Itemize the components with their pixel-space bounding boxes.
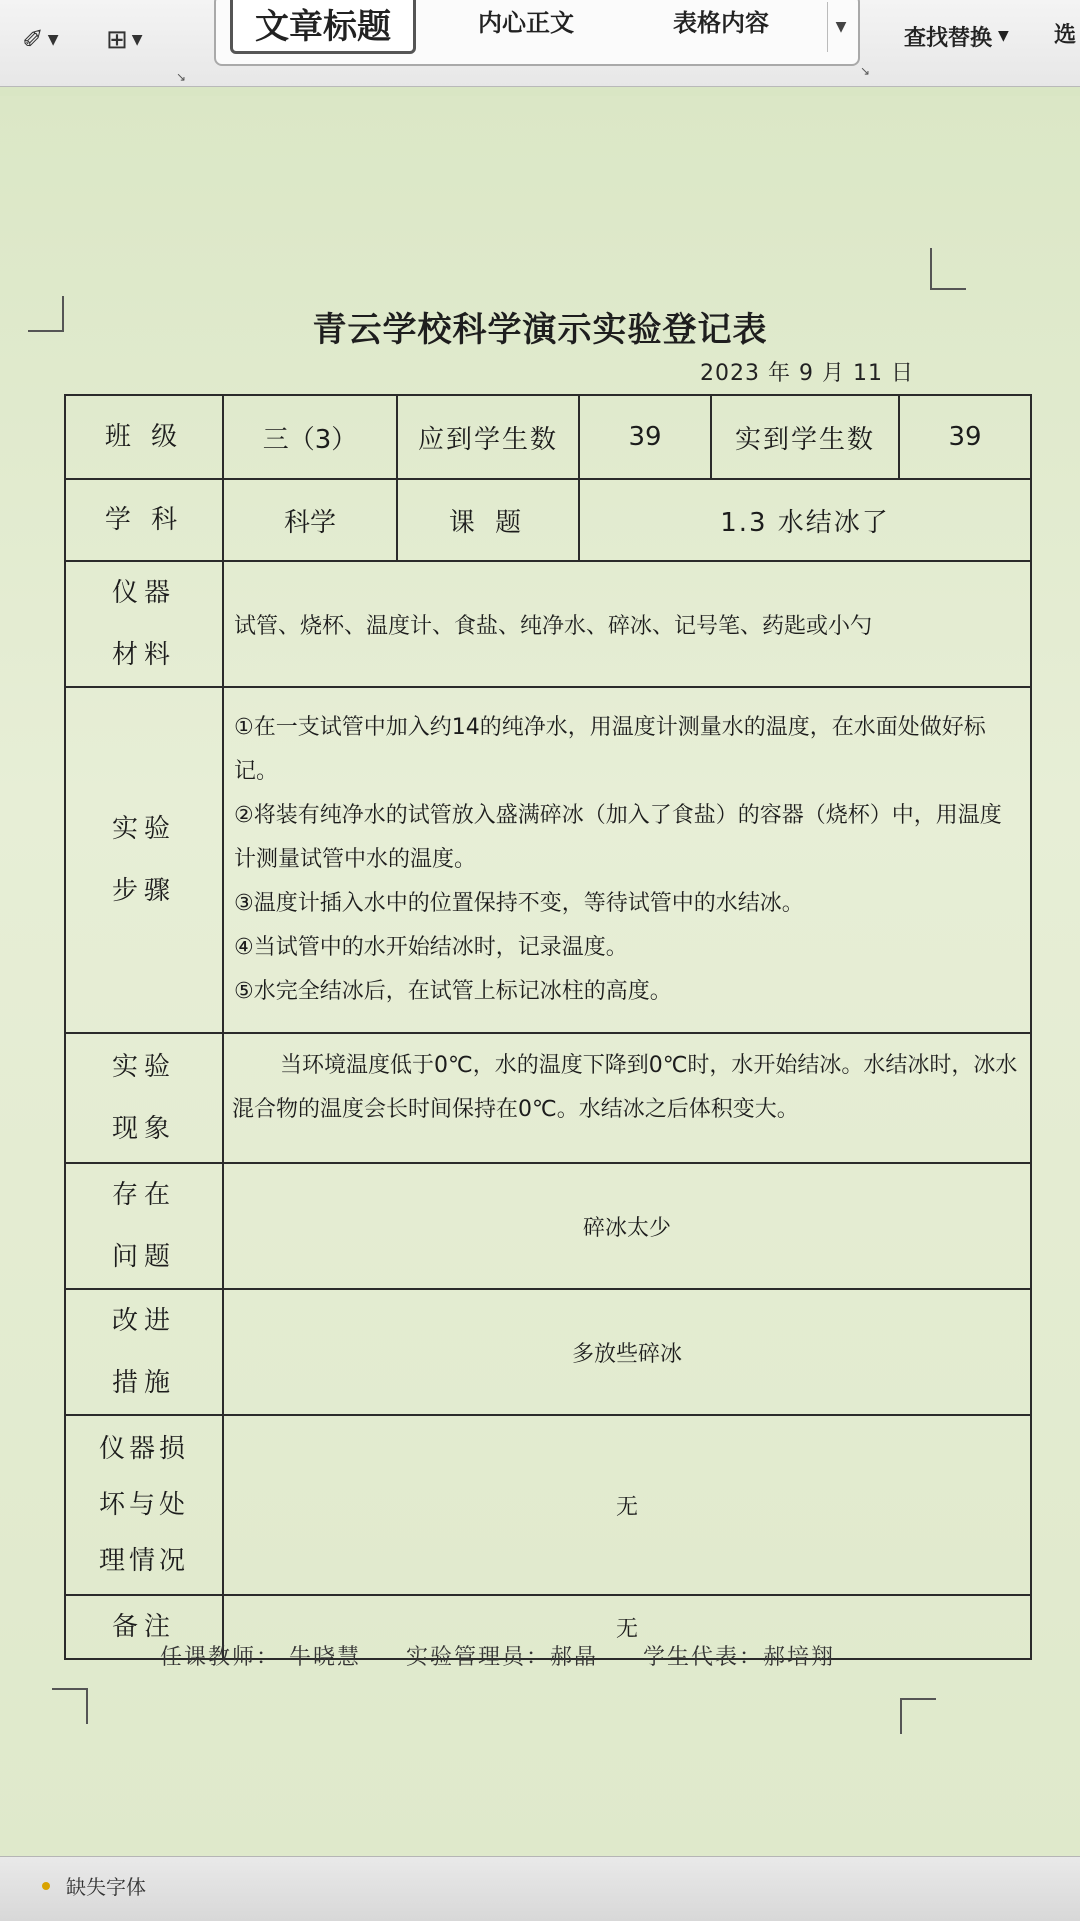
phenomenon-value[interactable]: 当环境温度低于0℃，水的温度下降到0℃时，水开始结冰。水结冰时，冰水混合物的温度会长时间保持在0℃。水结冰之后体积变大。 xyxy=(223,1033,1031,1163)
missing-font-indicator[interactable] xyxy=(42,1871,146,1900)
margin-corner-mark xyxy=(52,1688,88,1724)
table-row xyxy=(65,561,1031,687)
table-row xyxy=(65,1033,1031,1163)
improvement-value[interactable]: 多放些碎冰 xyxy=(223,1289,1031,1415)
remarks-value[interactable]: 无 xyxy=(223,1595,1031,1659)
materials-label xyxy=(65,561,223,687)
problem-label-line: 问题 xyxy=(111,1242,176,1272)
damage-value[interactable]: 无 xyxy=(223,1415,1031,1595)
chevron-down-icon: ▼ xyxy=(998,28,1009,44)
gallery-more-button[interactable] xyxy=(827,2,854,52)
materials-label-line: 仪器 xyxy=(111,578,176,608)
problem-label-line: 存在 xyxy=(111,1180,176,1210)
problem-value[interactable]: 碎冰太少 xyxy=(223,1163,1031,1289)
dialog-launcher-icon[interactable]: ↘ xyxy=(176,70,187,84)
warning-dot-icon xyxy=(42,1882,50,1890)
highlighter-icon: ✐ xyxy=(22,25,44,55)
topic-value[interactable]: 1.3 水结冰了 xyxy=(579,479,1031,561)
style-table-content[interactable]: 表格内容 xyxy=(673,8,769,37)
student-signature: 学生代表：郝培翔 xyxy=(643,1645,836,1670)
teacher-signature: 任课教师： 牛晓慧 xyxy=(160,1645,361,1670)
step-item: ①在一支试管中加入约14的纯净水，用温度计测量水的温度，在水面处做好标记。 xyxy=(234,715,986,784)
find-replace-button[interactable] xyxy=(904,16,1009,56)
style-body-text[interactable]: 内心正文 xyxy=(478,8,574,37)
style-article-title[interactable]: 文章标题 xyxy=(230,0,416,54)
expected-students-value[interactable]: 39 xyxy=(579,395,711,479)
table-row xyxy=(65,395,1031,479)
style-gallery xyxy=(214,0,860,66)
materials-value[interactable]: 试管、烧杯、温度计、食盐、纯净水、碎冰、记号笔、药匙或小勺 xyxy=(223,561,1031,687)
styles-dialog-launcher-icon[interactable]: ↘ xyxy=(860,64,871,78)
chevron-down-icon: ▼ xyxy=(131,32,143,48)
class-value[interactable]: 三（3） xyxy=(223,395,397,479)
step-item: ⑤水完全结冰后，在试管上标记冰柱的高度。 xyxy=(234,979,672,1004)
table-row xyxy=(65,1289,1031,1415)
select-button[interactable]: 选 xyxy=(1054,23,1077,48)
improvement-label-line: 措施 xyxy=(111,1368,176,1398)
topic-label: 课 题 xyxy=(397,479,579,561)
table-row xyxy=(65,479,1031,561)
actual-students-label: 实到学生数 xyxy=(711,395,899,479)
signature-line xyxy=(160,1640,871,1671)
ribbon-toolbar xyxy=(0,0,1080,87)
damage-label-line: 仪器损 xyxy=(98,1434,189,1464)
actual-students-value[interactable]: 39 xyxy=(899,395,1031,479)
damage-label xyxy=(65,1415,223,1595)
borders-button[interactable] xyxy=(106,22,143,58)
experiment-register-table xyxy=(64,394,1032,1660)
borders-icon: ⊞ xyxy=(106,25,128,55)
class-label: 班 级 xyxy=(65,395,223,479)
steps-label xyxy=(65,687,223,1033)
missing-font-label: 缺失字体 xyxy=(66,1875,146,1899)
materials-label-line: 材料 xyxy=(111,640,176,670)
phenomenon-label-line: 实验 xyxy=(111,1052,176,1082)
phenomenon-label-line: 现象 xyxy=(111,1114,176,1144)
step-item: ③温度计插入水中的位置保持不变，等待试管中的水结冰。 xyxy=(234,891,804,916)
problem-label xyxy=(65,1163,223,1289)
manager-signature: 实验管理员：郝晶 xyxy=(406,1645,599,1670)
step-item: ②将装有纯净水的试管放入盛满碎冰（加入了食盐）的容器（烧杯）中，用温度计测量试管中水的温度。 xyxy=(234,803,1002,872)
highlight-color-button[interactable] xyxy=(22,22,59,58)
subject-value[interactable]: 科学 xyxy=(223,479,397,561)
find-replace-label: 查找替换 xyxy=(904,25,993,51)
document-date: 2023 年 9 月 11 日 xyxy=(700,361,914,386)
chevron-down-icon: ▼ xyxy=(47,32,59,48)
status-bar xyxy=(0,1856,1080,1921)
table-row xyxy=(65,1163,1031,1289)
margin-corner-mark xyxy=(930,248,966,290)
improvement-label xyxy=(65,1289,223,1415)
margin-corner-mark xyxy=(900,1698,936,1734)
expected-students-label: 应到学生数 xyxy=(397,395,579,479)
table-row xyxy=(65,687,1031,1033)
subject-label: 学 科 xyxy=(65,479,223,561)
damage-label-line: 理情况 xyxy=(98,1546,189,1576)
damage-label-line: 坏与处 xyxy=(98,1490,189,1520)
table-row xyxy=(65,1415,1031,1595)
phenomenon-label xyxy=(65,1033,223,1163)
document-title: 青云学校科学演示实验登记表 xyxy=(312,310,768,350)
remarks-label: 备注 xyxy=(65,1595,223,1659)
steps-label-line: 实验 xyxy=(111,814,176,844)
improvement-label-line: 改进 xyxy=(111,1306,176,1336)
steps-label-line: 步骤 xyxy=(111,876,176,906)
steps-value[interactable] xyxy=(223,687,1031,1033)
chevron-down-icon: ▼ xyxy=(835,19,847,35)
step-item: ④当试管中的水开始结冰时，记录温度。 xyxy=(234,935,628,960)
